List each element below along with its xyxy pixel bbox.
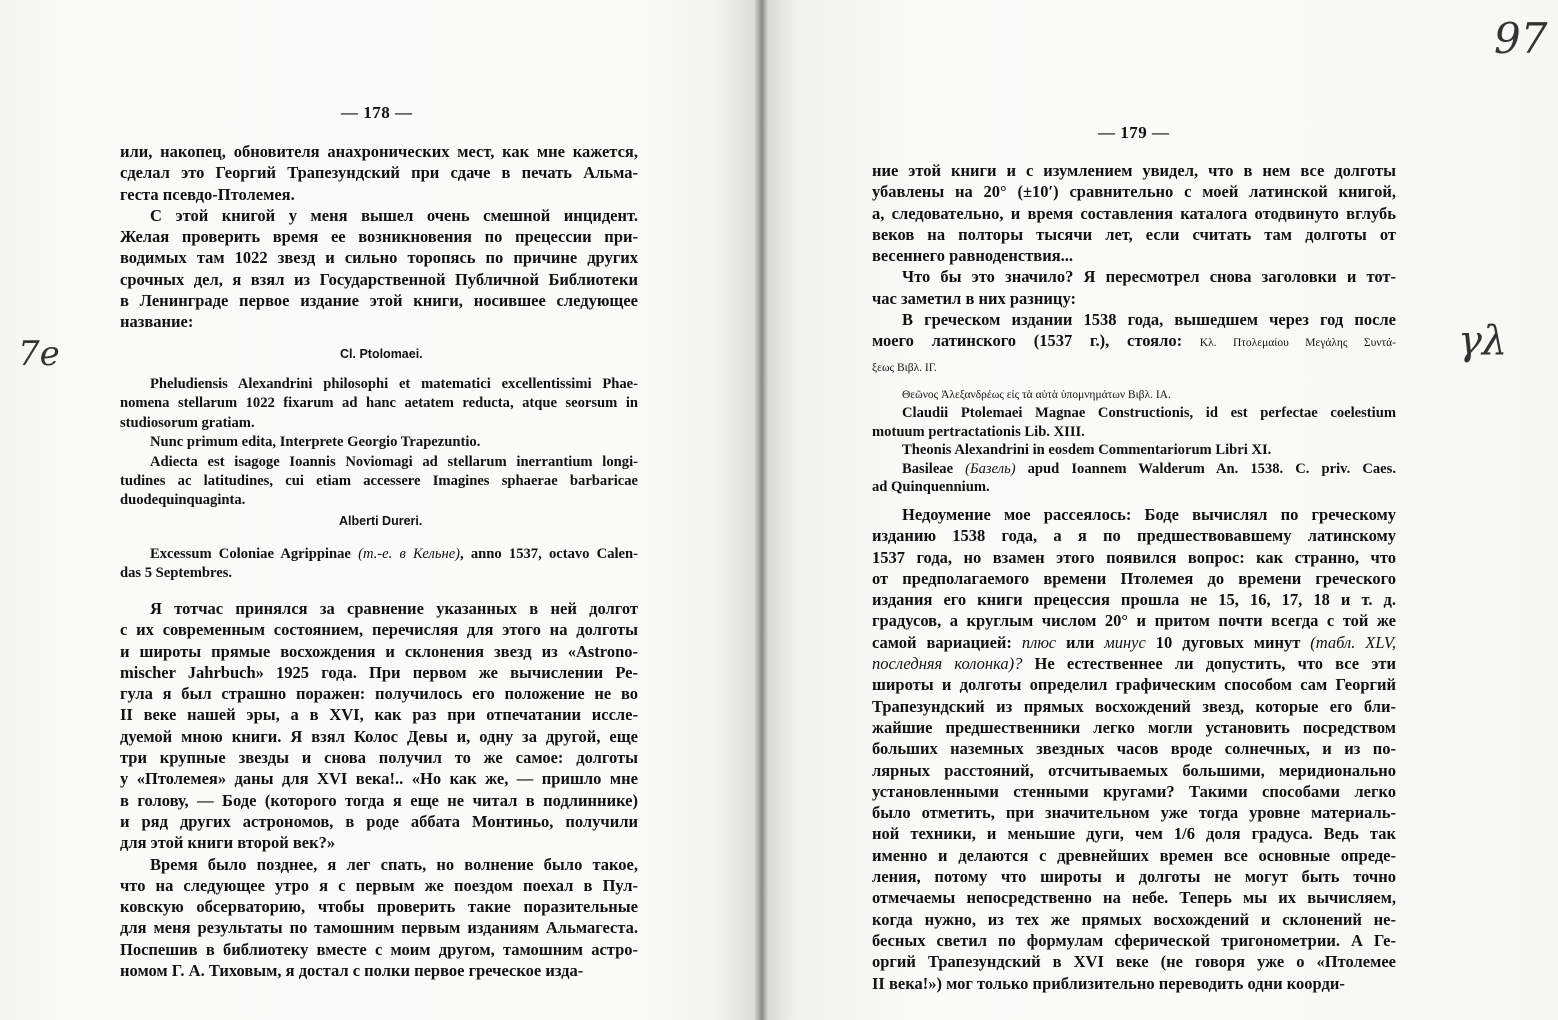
text-line: водимых там 1022 звезд и сильно торопясь по причине других: [120, 248, 638, 268]
italic-text: минус: [1104, 632, 1146, 652]
text-line: а, следовательно, и время составления каталога отодвинуто вглубь: [872, 203, 1396, 223]
text-line: название:: [120, 312, 194, 332]
page-number: — 178 —: [341, 103, 413, 122]
greek-text: ξεως Βιβλ. ΙΓ.: [872, 361, 937, 374]
text-line: гула я был страшно поражен: получилось его положение не во: [120, 684, 638, 704]
paragraph: [120, 375, 638, 433]
handwritten-margin-note-right: γλ: [1458, 318, 1508, 364]
text-line: ления, потому что широты и долготы не могут быть точно: [872, 867, 1396, 887]
paragraph: [120, 205, 638, 333]
text-line: у «Птолемея» даны для XVI века!.. «Но как же, — пришло мне: [120, 769, 638, 789]
text-line: жайшие предшественники легко могли установить посредством: [872, 717, 1396, 737]
paragraph: [120, 545, 638, 584]
text-line: последняя колонка)? Не естественнее ли допустить, что все эти: [872, 654, 1396, 674]
text-line: Claudii Ptolemaei Magnae Constructionis, id est perfectae coelestium: [902, 405, 1396, 422]
text-line: ние этой книги и с изумлением увидел, что в нем все долготы: [872, 161, 1396, 180]
text-line: Я тотчас принялся за сравнение указанных в ней долгот: [150, 599, 638, 618]
italic-text: последняя колонка)?: [872, 654, 1023, 674]
text-line: ковскую обсерваторию, чтобы проверить такие поразительные: [120, 897, 638, 917]
text-line: В греческом издании 1538 года, вышедшем через год после: [902, 310, 1396, 330]
text-line: было отметить, при значительном уже тогда уровне материаль-: [872, 803, 1396, 823]
text-line: установленными стенными кругами? Такими способами легко: [872, 781, 1396, 801]
italic-text: (табл. XLV,: [1310, 632, 1396, 652]
text-line: издания его книги прецессия прошла не 15, 16, 17, 18 и т. д.: [872, 590, 1396, 610]
handwritten-margin-note: 7e: [18, 334, 60, 374]
paragraph: [872, 309, 1396, 379]
text-line: оргий Трапезундский в XVI веке (не говоря уже о «Птолемее: [872, 952, 1396, 972]
text-line: номом Г. А. Тиховым, я достал с полки первое греческое изда-: [120, 961, 584, 981]
text-line: час заметил в них разницу:: [872, 288, 1076, 308]
text-line: [872, 385, 1396, 404]
intro-text: [872, 160, 1396, 379]
text-line: motuum pertractationis Lib. XIII.: [872, 423, 1085, 440]
paragraph: [120, 141, 638, 205]
greek-text: Κλ. Πτολεμαίου Μεγάλης Συντά-: [1199, 337, 1396, 350]
greek-text: Θεῶνος Ἀλεξανδρέως εἰς τὰ αὐτὰ ὑπομνημάτων Βιβλ. ΙΑ.: [902, 389, 1171, 401]
text-line: в голову, — Боде (которого тогда я еще не читал в подлиннике): [120, 790, 638, 810]
text-line: 1537 года, но взамен этого появился вопрос: как странно, что: [872, 547, 1396, 567]
text-line: Что бы это значило? Я пересмотрел снова заголовки и тот-: [902, 267, 1396, 287]
left-page: [0, 0, 760, 1020]
text-line: и ряд других астрономов, в роде аббата Монтиньо, получили: [120, 811, 638, 831]
text-line: Theonis Alexandrini in eosdem Commentariorum Libri XI.: [902, 442, 1272, 459]
paragraph: [120, 453, 638, 511]
intro-text: [120, 141, 638, 333]
text-line: больших наземных звездных часов вроде солнечных, и из по-: [872, 739, 1396, 759]
text-line: отмечаемы непосредственно на небе. Теперь мы их вычисляем,: [872, 888, 1396, 908]
text-line: изданию 1538 года, а я по предшествовавшему латинскому: [872, 526, 1396, 546]
text-line: [872, 355, 1396, 379]
text-line: Поспешив в библиотеку вместе с моим другом, тамошним астро-: [120, 939, 638, 959]
text-line: для этой книги второй век?»: [120, 833, 336, 853]
text-line: убавлены на 20° (±10′) сравнительно с моей латинской книгой,: [872, 182, 1396, 202]
paragraph: [872, 404, 1396, 441]
text-line: для меня результаты по тамошним первым изданиям Альмагеста.: [120, 918, 638, 938]
text-line: градусов, а круглым числом 20° и притом почти всегда с той же: [872, 611, 1396, 631]
text-line: nomena stellarum 1022 fixarum ad hanc aetatem reducta, atque seorsum in: [120, 395, 638, 412]
text-line: Желая проверить время ее возникновения по прецессии при-: [120, 227, 638, 247]
text-line: studiosorum gratiam.: [120, 414, 255, 431]
text-line: Время было позднее, я лег спать, но волнение было такое,: [150, 854, 638, 874]
section-heading-ptolemy: Cl. Ptolomaei.: [340, 347, 423, 361]
text-line: С этой книгой у меня вышел очень смешной инцидент.: [150, 205, 638, 225]
text-line: когда нужно, из тех же прямых восхождений и склонений не-: [872, 909, 1396, 929]
text-line: с их современным состоянием, перечисляя для этого на долготы: [120, 620, 638, 640]
text-line: широты и долготы определил графическим способом сам Георгий: [872, 675, 1396, 695]
text-line: Трапезундский из прямых восхождений звезд, которые его бли-: [872, 696, 1396, 716]
paragraph: [120, 433, 638, 452]
body-text: [120, 598, 638, 981]
text-line: бесных светил по формулам сферической тригонометрии. А Ге-: [872, 930, 1396, 950]
text-line: tudines ac latitudines, cui etiam accessere Imagines sphaerae barbaricae: [120, 473, 638, 490]
text-line: лярных расстояний, отсчитываемых большими, меридионально: [872, 760, 1396, 780]
italic-text: плюс: [1021, 632, 1057, 652]
text-line: срочных дел, я взял из Государственной Публичной Библиотеки: [120, 269, 638, 289]
text-line: или, накопец, обновителя анахронических мест, как мне кажется,: [120, 142, 638, 161]
paragraph: [872, 266, 1396, 309]
italic-text: (т.-е. в Кельне): [358, 546, 461, 562]
text-line: сделал это Георгий Трапезундский при сдаче в печать Альма-: [120, 163, 638, 183]
paragraph: [872, 460, 1396, 497]
text-line: три крупные звезды и снова получил то же самое: долготы: [120, 748, 638, 768]
text-line: от предполагаемого времени Птолемея до времени греческого: [872, 568, 1396, 588]
text-line: самой вариацией: плюс или минус 10 дуговых минут (табл. XLV,: [872, 632, 1396, 652]
greek-latin-title-text: [872, 385, 1396, 496]
text-line: das 5 Septembres.: [120, 565, 233, 582]
text-line: Excessum Coloniae Agrippinae (т.-е. в Кельне), anno 1537, octavo Calen-: [150, 546, 639, 562]
text-line: Adiecta est isagoge Ioannis Noviomagi ad stellarum inerrantium longi-: [150, 453, 638, 470]
text-line: duodequinquaginta.: [120, 492, 246, 509]
colophon-text: [120, 545, 638, 584]
text-line: mischer Jahrbuch» 1925 года. При первом же вычислении Ре-: [120, 662, 638, 682]
page-number: — 179 —: [1098, 123, 1170, 142]
text-line: именно и делаются с древнейших времен все основные опреде-: [872, 845, 1396, 865]
paragraph: [872, 385, 1396, 404]
text-line: Pheludiensis Alexandrini philosophi et matematici excellentissimi Phae-: [150, 376, 638, 392]
text-line: дуемой мною книги. Я взял Колос Девы и, одну за другой, еще: [120, 726, 638, 746]
paragraph: [120, 854, 638, 982]
text-line: II века!») мог только приблизительно переводить одни коорди-: [872, 973, 1345, 993]
text-line: весеннего равноденствия...: [872, 246, 1074, 266]
text-line: ной техники, и меньшие дуги, чем 1/6 доля градуса. Ведь так: [872, 824, 1396, 844]
text-line: что на следующее утро я с первым же поездом поехал в Пул-: [120, 875, 638, 895]
right-page: [766, 0, 1558, 1020]
italic-text: (Базель): [965, 460, 1016, 477]
paragraph: [872, 160, 1396, 266]
body-text: [872, 504, 1396, 994]
text-line: геста псевдо-Птолемея.: [120, 184, 295, 204]
latin-title-text: [120, 375, 638, 511]
text-line: Недоумение мое рассеялось: Боде вычислял по греческому: [902, 505, 1396, 524]
paragraph: [872, 504, 1396, 994]
text-line: веков на полторы тысячи лет, если считать там долготы от: [872, 224, 1396, 244]
text-line: и широты прямые восхождения и склонения звезд из «Astrono-: [120, 641, 638, 661]
text-line: II веке нашей эры, а в XVI, как раз при отпечатании иссле-: [120, 705, 638, 725]
text-line: Basileae (Базель) apud Ioannem Walderum An. 1538. C. priv. Caes.: [902, 460, 1396, 477]
paragraph: [120, 598, 638, 854]
text-line: моего латинского (1537 г.), стояло: Κλ. Πτολεμαίου Μεγάλης Συντά-: [872, 331, 1396, 351]
text-line: в Ленинграде первое издание этой книги, носившее следующее: [120, 291, 638, 311]
handwritten-sheet-number: 97: [1494, 14, 1548, 63]
text-line: ad Quinquennium.: [872, 479, 990, 496]
text-line: Nunc primum edita, Interprete Georgio Trapezuntio.: [150, 434, 481, 451]
section-heading-durer: Alberti Dureri.: [339, 514, 423, 528]
paragraph: [872, 441, 1396, 459]
